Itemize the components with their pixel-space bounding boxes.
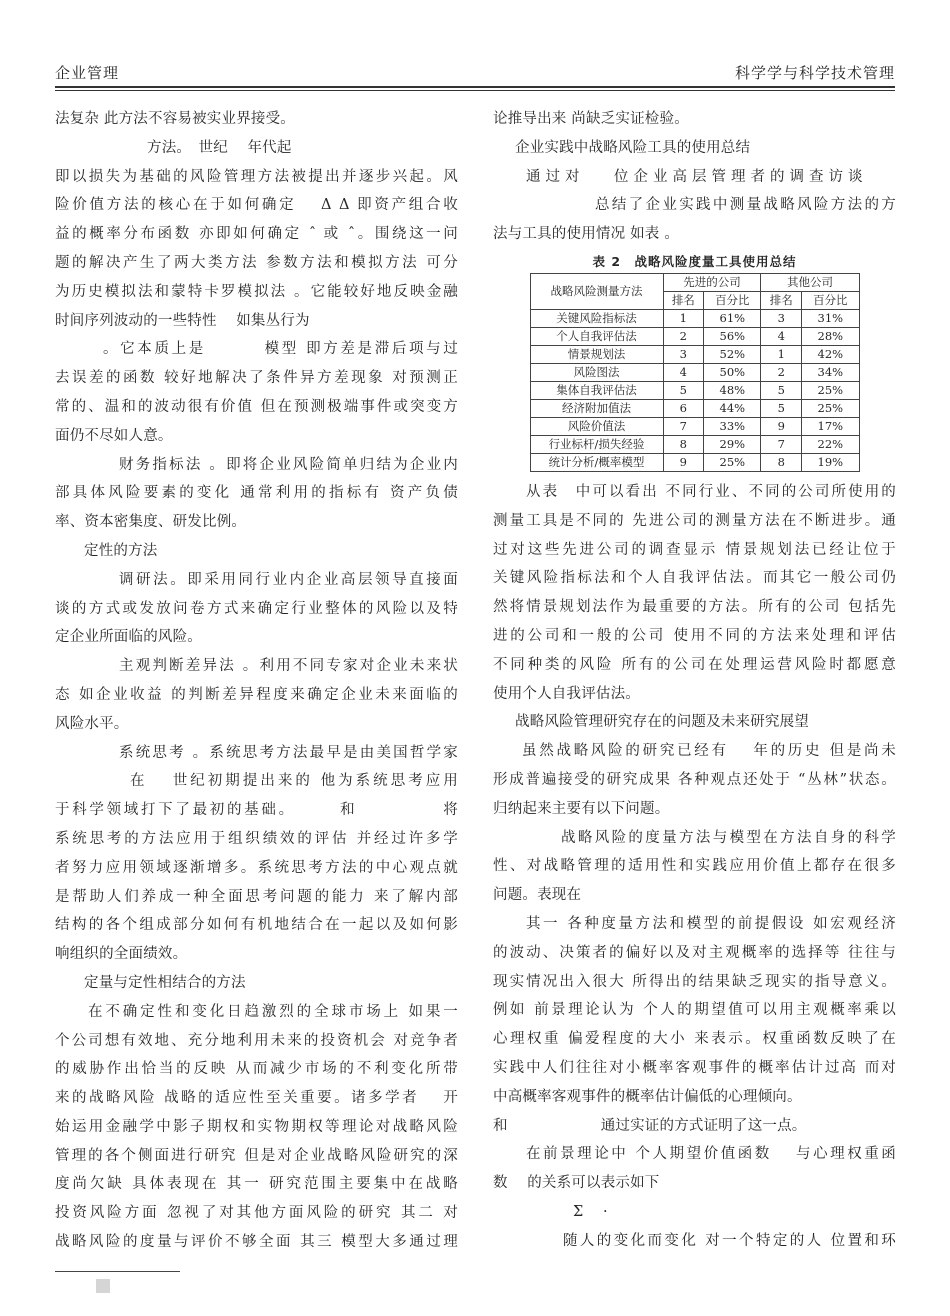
text-line: 在不确定性和变化日趋激烈的全球市场上 如果一 <box>88 1003 458 1020</box>
text-line: 时间序列波动的一些特性 如集丛行为 <box>55 312 310 329</box>
col-header-adv-rank: 排名 <box>663 291 704 309</box>
oth-rank-cell: 4 <box>761 327 802 345</box>
col-header-method: 战略风险测量方法 <box>530 273 663 309</box>
oth-pct-cell: 25% <box>802 399 859 417</box>
adv-rank-cell: 6 <box>663 399 704 417</box>
text-line: 常的、温和的波动很有价值 但在预测极端事件或突变方 <box>55 398 458 415</box>
footnote-rule <box>55 1271 180 1272</box>
text-line: 始运用金融学中影子期权和实物期权等理论对战略风险 <box>55 1118 458 1135</box>
oth-pct-cell: 25% <box>802 381 859 399</box>
text-line: 于科学领域打下了最初的基础。 和 将 <box>55 802 458 819</box>
strategic-risk-tools-table <box>530 273 860 472</box>
text-line: 使用个人自我评估法。 <box>493 685 640 702</box>
table-row <box>530 399 859 417</box>
text-line: 现实情况出入很大 所得出的结果缺乏现实的指导意义。 <box>493 973 896 990</box>
text-line: 部具体风险要素的变化 通常利用的指标有 资产负债 <box>55 485 458 502</box>
adv-pct-cell: 25% <box>704 453 761 471</box>
text-line: 然将情景规划法作为最重要的方法。所有的公司 包括先 <box>493 599 896 616</box>
col-header-oth-rank: 排名 <box>761 291 802 309</box>
col-header-advanced: 先进的公司 <box>663 273 761 291</box>
adv-pct-cell: 52% <box>704 345 761 363</box>
table-row <box>530 345 859 363</box>
text-line: 归纳起来主要有以下问题。 <box>493 800 670 817</box>
method-cell: 关键风险指标法 <box>530 309 663 327</box>
method-cell: 风险图法 <box>530 363 663 381</box>
text-line: 风险水平。 <box>55 715 129 732</box>
oth-pct-cell: 19% <box>802 453 859 471</box>
table-row <box>530 309 859 327</box>
text-line: 的威胁作出恰当的反映 从而减少市场的不利变化所带 <box>55 1061 458 1078</box>
adv-pct-cell: 44% <box>704 399 761 417</box>
text-line: 结构的各个组成部分如何有机地结合在一起以及如何影 <box>55 917 458 934</box>
text-line: 来的战略风险 战略的适应性至关重要。诸多学者 开 <box>55 1090 458 1107</box>
method-cell: 经济附加值法 <box>530 399 663 417</box>
table-row <box>530 363 859 381</box>
method-cell: 统计分析/概率模型 <box>530 453 663 471</box>
header-rule-thick <box>55 86 895 88</box>
text-line: 态 如企业收益 的判断差异程度来确定企业未来面临的 <box>55 686 458 703</box>
oth-rank-cell: 5 <box>761 399 802 417</box>
text-line: 心理权重 偏爱程度的大小 来表示。权重函数反映了在 <box>493 1031 896 1048</box>
method-cell: 情景规划法 <box>530 345 663 363</box>
text-line: 问题。表现在 <box>493 887 582 904</box>
header-rule-thin <box>55 90 895 91</box>
footnote-marker <box>96 1279 110 1293</box>
oth-pct-cell: 22% <box>802 435 859 453</box>
adv-pct-cell: 61% <box>704 309 761 327</box>
text-line: 系统思考的方法应用于组织绩效的评估 并经过许多学 <box>55 830 458 847</box>
text-line: 主观判断差异法 。利用不同专家对企业未来状 <box>119 658 458 675</box>
text-line: 其一 各种度量方法和模型的前提假设 如宏观经济 <box>526 915 896 932</box>
oth-pct-cell: 17% <box>802 417 859 435</box>
text-line: 法复杂 此方法不容易被实业界接受。 <box>55 111 296 127</box>
right-column-bottom-text <box>493 478 896 1256</box>
text-line: 为历史模拟法和蒙特卡罗模拟法 。它能较好地反映金融 <box>55 283 458 300</box>
adv-pct-cell: 33% <box>704 417 761 435</box>
method-cell: 集体自我评估法 <box>530 381 663 399</box>
text-line: 面仍不尽如人意。 <box>55 427 173 444</box>
text-line: 者努力应用领域逐渐增多。系统思考方法的中心观点就 <box>55 859 458 876</box>
text-line: 中高概率客观事件的概率估计偏低的心理倾向。 <box>493 1088 802 1105</box>
adv-rank-cell: 8 <box>663 435 704 453</box>
text-line: 在 世纪初期提出来的 他为系统思考应用 <box>130 773 458 790</box>
oth-rank-cell: 8 <box>761 453 802 471</box>
text-line: 不同种类的风险 所有的公司在处理运营风险时都愿意 <box>493 656 896 673</box>
adv-rank-cell: 5 <box>663 381 704 399</box>
text-line: 定企业所面临的风险。 <box>55 629 202 646</box>
oth-pct-cell: 31% <box>802 309 859 327</box>
table-row <box>530 453 859 471</box>
text-line: 谈的方式或发放问卷方式来确定行业整体的风险以及特 <box>55 600 458 617</box>
text-line: 系统思考 。系统思考方法最早是由美国哲学家 <box>119 744 458 761</box>
oth-rank-cell: 3 <box>761 309 802 327</box>
adv-pct-cell: 29% <box>704 435 761 453</box>
method-cell: 风险价值法 <box>530 417 663 435</box>
text-line: 和 通过实证的方式证明了这一点。 <box>493 1117 807 1134</box>
text-line: 测量工具是不同的 先进公司的测量方法在不断进步。通 <box>493 512 896 529</box>
text-line: 随人的变化而变化 对一个特定的人 位置和环 <box>563 1232 896 1249</box>
method-cell: 个人自我评估法 <box>530 327 663 345</box>
table-body <box>530 309 859 471</box>
adv-rank-cell: 1 <box>663 309 704 327</box>
text-line: 财务指标法 。即将企业风险简单归结为企业内 <box>119 456 458 473</box>
text-line: 去误差的函数 较好地解决了条件异方差现象 对预测正 <box>55 370 458 387</box>
header-section-title: 企业管理 <box>55 64 120 82</box>
text-line: 调研法。即采用同行业内企业高层领导直接面 <box>119 571 458 588</box>
text-line: 率、资本密集度、研发比例。 <box>55 514 247 531</box>
text-line: 险价值方法的核心在于如何确定 Δ Δ 即资产组合收 <box>55 197 458 214</box>
text-line: 数 的关系可以表示如下 <box>493 1175 660 1192</box>
text-line: 进的公司和一般的公司 使用不同的方法来处理和评估 <box>493 627 896 644</box>
adv-pct-cell: 48% <box>704 381 761 399</box>
oth-rank-cell: 9 <box>761 417 802 435</box>
oth-rank-cell: 2 <box>761 363 802 381</box>
table-row <box>530 327 859 345</box>
text-line: 度尚欠缺 具体表现在 其一 研究范围主要集中在战略 <box>55 1176 458 1193</box>
table-row <box>530 381 859 399</box>
oth-pct-cell: 34% <box>802 363 859 381</box>
text-line: 性、对战略管理的适用性和实践应用价值上都存在很多 <box>493 858 896 875</box>
running-header <box>55 58 895 86</box>
text-line: 从表 中可以看出 不同行业、不同的公司所使用的 <box>526 483 896 500</box>
text-line: 管理的各个侧面进行研究 但是对企业战略风险研究的深 <box>55 1147 458 1164</box>
text-line: 战略风险的度量与评价不够全面 其三 模型大多通过理 <box>55 1234 458 1251</box>
col-header-other: 其他公司 <box>761 273 859 291</box>
text-line: 。它本质上是 模型 即方差是滞后项与过 <box>103 341 458 358</box>
text-line: 投资风险方面 忽视了对其他方面风险的研究 其二 对 <box>55 1205 458 1222</box>
text-line: 总结了企业实践中测量战略风险方法的方 <box>595 197 896 214</box>
adv-rank-cell: 3 <box>663 345 704 363</box>
table-header-row <box>530 273 859 291</box>
text-line: 实践中人们往往对小概率客观事件的概率估计过高 而对 <box>493 1059 896 1076</box>
text-line: 定量与定性相结合的方法 <box>84 974 246 991</box>
text-line: 在前景理论中 个人期望价值函数 与心理权重函 <box>526 1146 896 1163</box>
text-line: 例如 前景理论认为 个人的期望值可以用主观概率乘以 <box>493 1002 896 1019</box>
text-line: 个公司想有效地、充分地利用未来的投资机会 对竞争者 <box>55 1032 458 1049</box>
text-line: 通 过 对 位 企 业 高 层 管 理 者 的 调 查 访 谈 <box>526 168 863 185</box>
text-line: Σ · <box>573 1203 608 1220</box>
text-line: 虽然战略风险的研究已经有 年的历史 但是尚未 <box>522 743 896 760</box>
text-line: 定性的方法 <box>84 542 158 559</box>
text-line: 的波动、决策者的偏好以及对主观概率的选择等 往往与 <box>493 944 896 961</box>
text-line: 法与工具的使用情况 如表 。 <box>493 226 680 243</box>
header-journal-title: 科学学与科学技术管理 <box>734 64 895 82</box>
text-line: 益的概率分布函数 亦即如何确定 ˆ 或 ˆ。围绕这一问 <box>55 226 458 243</box>
table-row <box>530 435 859 453</box>
adv-rank-cell: 4 <box>663 363 704 381</box>
text-line: 战略风险管理研究存在的问题及未来研究展望 <box>515 714 809 731</box>
text-line: 形成普遍接受的研究成果 各种观点还处于 “丛林”状态。 <box>493 771 896 788</box>
adv-pct-cell: 50% <box>704 363 761 381</box>
method-cell: 行业标杆/损失经验 <box>530 435 663 453</box>
oth-rank-cell: 5 <box>761 381 802 399</box>
text-line: 过对这些先进公司的调查显示 情景规划法已经让位于 <box>493 541 896 558</box>
text-line: 响组织的全面绩效。 <box>55 946 188 963</box>
text-line: 是帮助人们养成一种全面思考问题的能力 来了解内部 <box>55 888 458 905</box>
text-line: 方法。 世纪 年代起 <box>147 139 292 156</box>
col-header-adv-pct: 百分比 <box>704 291 761 309</box>
left-column <box>55 105 458 1257</box>
text-line: 战略风险的度量方法与模型在方法自身的科学 <box>561 829 896 846</box>
adv-rank-cell: 7 <box>663 417 704 435</box>
text-line: 企业实践中战略风险工具的使用总结 <box>515 139 751 156</box>
right-column-top-text <box>493 105 896 249</box>
text-line: 题的解决产生了两大类方法 参数方法和模拟方法 可分 <box>55 254 458 271</box>
text-line: 即以损失为基础的风险管理方法被提出并逐步兴起。风 <box>55 168 458 185</box>
table-row <box>530 417 859 435</box>
table-2-block <box>493 251 896 472</box>
oth-rank-cell: 1 <box>761 345 802 363</box>
col-header-oth-pct: 百分比 <box>802 291 859 309</box>
text-line: 关键风险指标法和个人自我评估法。而其它一般公司仍 <box>493 570 896 587</box>
adv-rank-cell: 2 <box>663 327 704 345</box>
text-line: 论推导出来 尚缺乏实证检验。 <box>493 111 689 127</box>
oth-pct-cell: 42% <box>802 345 859 363</box>
oth-rank-cell: 7 <box>761 435 802 453</box>
table-caption: 表 2 战略风险度量工具使用总结 <box>592 253 797 269</box>
adv-pct-cell: 56% <box>704 327 761 345</box>
oth-pct-cell: 28% <box>802 327 859 345</box>
adv-rank-cell: 9 <box>663 453 704 471</box>
right-column <box>493 105 896 1256</box>
